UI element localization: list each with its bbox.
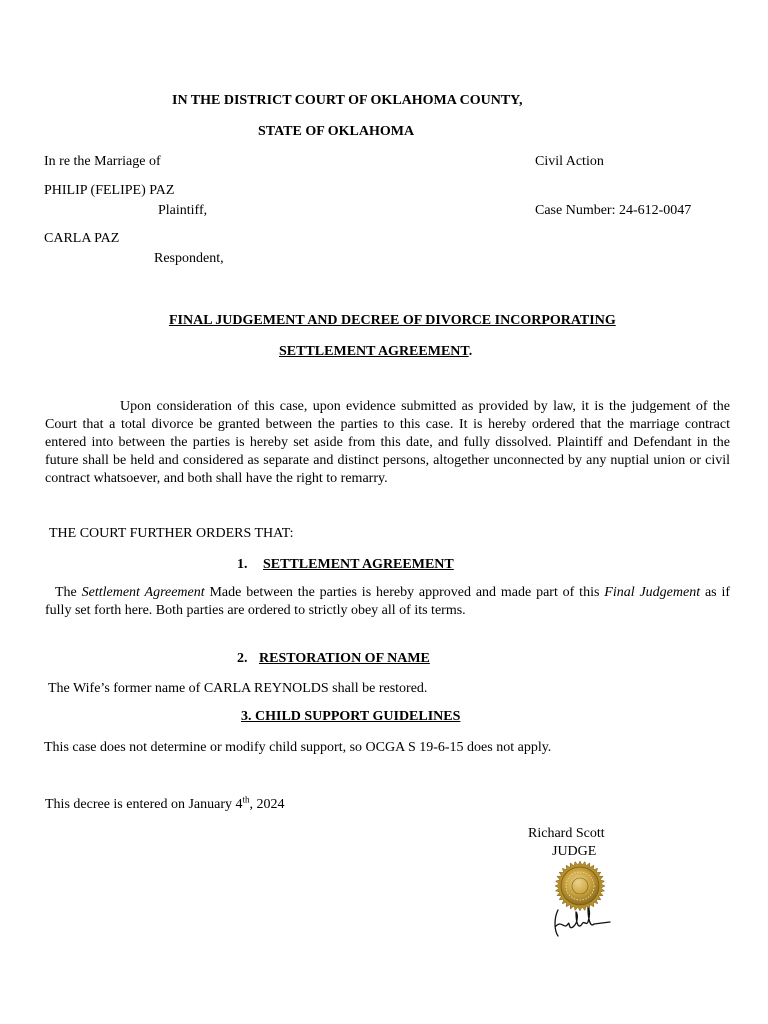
respondent-role: Respondent, xyxy=(154,251,224,266)
respondent-name: CARLA PAZ xyxy=(44,231,120,246)
decree-title-line1: FINAL JUDGEMENT AND DECREE OF DIVORCE INCORPORATING xyxy=(169,313,616,328)
section-1-text-a: The xyxy=(55,585,82,600)
section-2-text-value: The Wife’s former name of CARLA REYNOLDS shall be restored. xyxy=(48,681,428,696)
civil-action-label: Civil Action xyxy=(535,154,604,169)
intro-paragraph: Upon consideration of this case, upon evidence submitted as provided by law, it is the judgement of the Court that a total divorce be granted between the parties to this case. It is hereby ordered that the marriage contract entered into between the parties is hereby set aside from this date, and fully dissolved. Plaintiff and Defendant in the future shall be held and considered as separate and distinct persons, altogether unconnected by any nuptial union or civil contract whatsoever, and both shall have the right to remarry. xyxy=(45,399,730,486)
entry-date-prefix: This decree is entered on January 4 xyxy=(45,797,243,812)
decree-title-line2 xyxy=(279,343,472,361)
section-2-title: RESTORATION OF NAME xyxy=(259,651,430,666)
judge-title: JUDGE xyxy=(552,844,597,859)
case-number-label: Case Number: xyxy=(535,203,616,218)
section-3-heading: 3. CHILD SUPPORT GUIDELINES xyxy=(241,709,461,724)
decree-title-line2-period: . xyxy=(468,344,473,359)
court-state: STATE OF OKLAHOMA xyxy=(258,124,415,139)
decree-title-line2-text: SETTLEMENT AGREEMENT xyxy=(279,344,469,359)
entry-date-suffix: , 2024 xyxy=(249,797,285,812)
section-3-text: This case does not determine or modify child support, so OCGA S 19-6-15 does not apply. xyxy=(44,740,552,755)
section-1-number: 1. xyxy=(237,557,248,572)
plaintiff-name: PHILIP (FELIPE) PAZ xyxy=(44,183,175,198)
judge-name: Richard Scott xyxy=(528,826,605,841)
section-2-number: 2. xyxy=(237,651,248,666)
section-1-heading xyxy=(237,556,454,574)
signature-icon xyxy=(548,900,614,940)
section-1-text-c: as if fully set forth here. Both parties are ordered to strictly obey all of its terms. xyxy=(45,585,730,618)
entry-date xyxy=(45,796,285,814)
plaintiff-role: Plaintiff, xyxy=(158,203,208,218)
in-re-label: In re the Marriage of xyxy=(44,154,161,169)
section-1-title: SETTLEMENT AGREEMENT xyxy=(263,557,454,572)
case-number xyxy=(535,202,691,220)
section-1-em-final-judgement: Final Judgement xyxy=(604,585,701,600)
section-1-em-settlement: Settlement Agreement xyxy=(81,585,205,600)
section-1-text-b: Made between the parties is hereby approved and made part of this xyxy=(204,585,605,600)
section-1-text xyxy=(45,584,730,620)
court-name: IN THE DISTRICT COURT OF OKLAHOMA COUNTY, xyxy=(172,93,523,108)
entry-date-sup: th xyxy=(242,794,250,805)
orders-heading: THE COURT FURTHER ORDERS THAT: xyxy=(49,526,294,541)
section-2-heading xyxy=(237,650,430,668)
section-2-text xyxy=(44,680,427,698)
case-number-value: 24-612-0047 xyxy=(618,203,692,218)
